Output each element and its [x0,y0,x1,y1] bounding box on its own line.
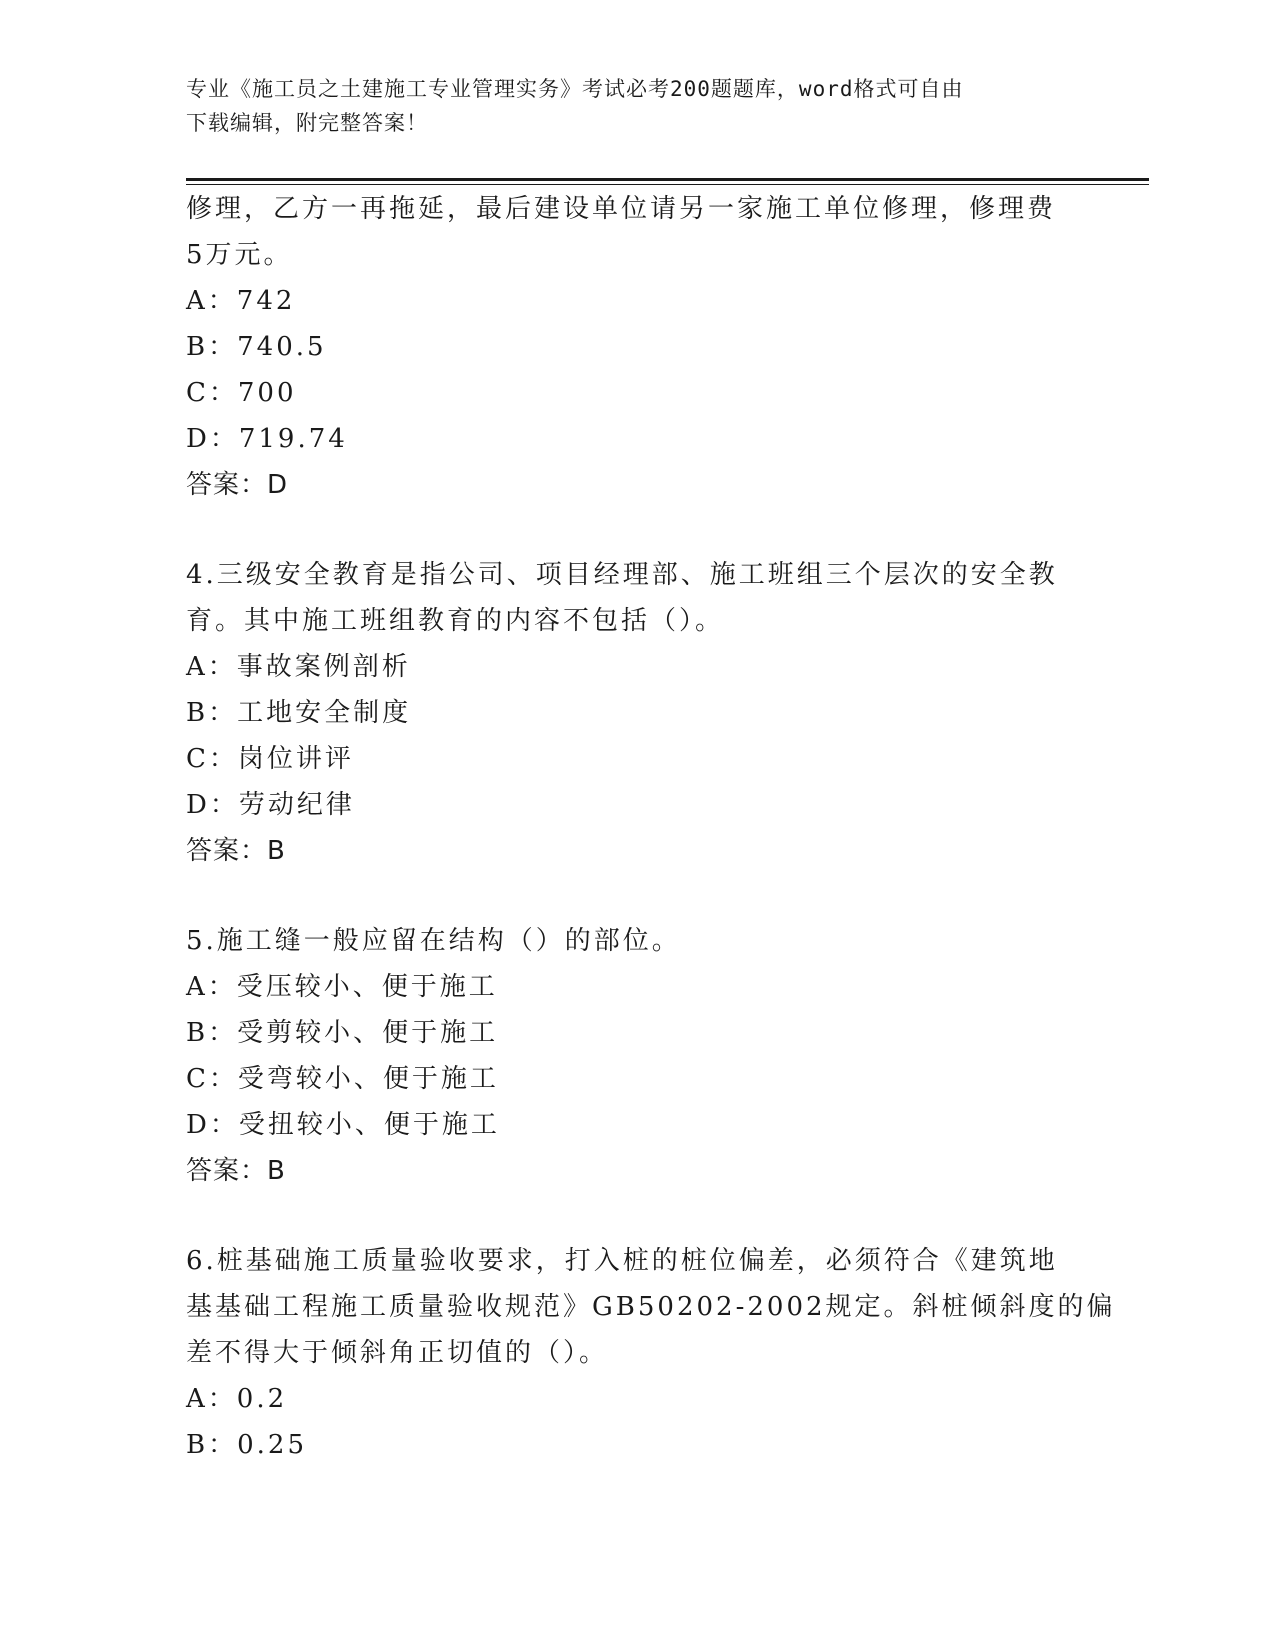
option-b: B：0.25 [186,1430,307,1460]
question-6 [186,1238,1116,1468]
option-c: C：岗位讲评 [186,744,354,774]
option-b: B：740.5 [186,332,327,362]
question-spacer [186,508,1066,552]
option-a: A：事故案例剖析 [186,652,411,682]
answer-label: 答案：B [186,836,286,866]
option-b: B：工地安全制度 [186,698,412,728]
option-a: A：0.2 [186,1384,288,1414]
question-5 [186,918,1066,1194]
header-title-line-1: 专业《施工员之土建施工专业管理实务》考试必考200题题库，word格式可自由 [186,77,964,101]
option-a: A：742 [186,286,296,316]
question-3 [186,186,1066,508]
option-c: C：受弯较小、便于施工 [186,1064,499,1094]
question-spacer [186,874,1066,918]
option-a: A：受压较小、便于施工 [186,972,498,1002]
question-spacer [186,1194,1066,1238]
page-header [186,72,1066,140]
question-text: 6.桩基础施工质量验收要求，打入桩的桩位偏差，必须符合《建筑地 [186,1246,1058,1276]
header-rule-thin [186,184,1149,185]
option-c: C：700 [186,378,297,408]
option-d: D：劳动纪律 [186,790,355,820]
question-list [186,186,1116,1468]
question-text: 修理，乙方一再拖延，最后建设单位请另一家施工单位修理，修理费 [186,194,1057,224]
question-text: 5.施工缝一般应留在结构（）的部位。 [186,926,681,956]
option-d: D：受扭较小、便于施工 [186,1110,500,1140]
header-title-line-2: 下载编辑，附完整答案！ [186,111,428,135]
option-d: D：719.74 [186,424,348,454]
question-text: 4.三级安全教育是指公司、项目经理部、施工班组三个层次的安全教 [186,560,1058,590]
question-text: 育。其中施工班组教育的内容不包括（）。 [186,606,725,636]
question-text: 基基础工程施工质量验收规范》GB50202-2002规定。斜桩倾斜度的偏 [186,1292,1116,1322]
option-b: B：受剪较小、便于施工 [186,1018,499,1048]
question-4 [186,552,1066,874]
answer-label: 答案：D [186,470,289,500]
question-text: 5万元。 [186,240,293,270]
header-rule-thick [186,178,1149,181]
answer-label: 答案：B [186,1156,286,1186]
question-text: 差不得大于倾斜角正切值的（）。 [186,1338,609,1368]
